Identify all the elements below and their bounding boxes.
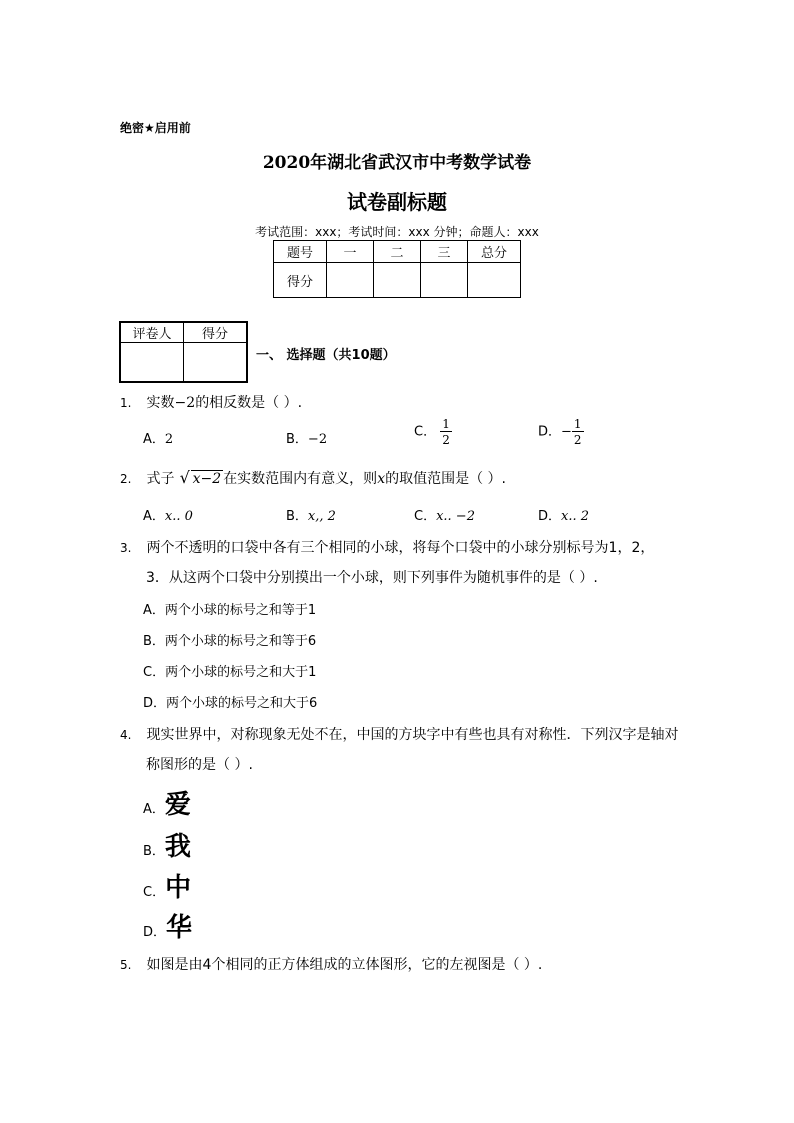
option-label: D． xyxy=(538,424,562,440)
question-1 xyxy=(120,392,302,412)
score-cell-total[interactable] xyxy=(468,263,521,298)
option-d[interactable] xyxy=(143,907,192,944)
grader-table xyxy=(119,321,248,383)
question-text: 式子 xyxy=(146,471,175,487)
fraction-denominator: 2 xyxy=(442,433,450,447)
score-header-1: 一 xyxy=(327,241,374,263)
option-a[interactable] xyxy=(143,784,191,821)
option-value: x.. 0 xyxy=(164,509,193,524)
question-text: 现实世界中，对称现象无处不在，中国的方块字中有些也具有对称性．下列汉字是轴对 xyxy=(146,727,679,743)
option-value: 两个小球的标号之和等于1 xyxy=(164,603,317,618)
option-character: 华 xyxy=(166,913,193,943)
question-number: 4. xyxy=(120,728,132,742)
question-text-line-2: 称图形的是（ ）. xyxy=(146,757,253,773)
option-value: 2 xyxy=(164,432,174,447)
square-root xyxy=(179,468,224,487)
option-value: x,, 2 xyxy=(307,509,336,524)
fraction xyxy=(440,418,452,446)
option-label: B． xyxy=(143,634,165,649)
question-text: 实数 xyxy=(146,395,175,411)
question-number: 5. xyxy=(120,958,132,972)
option-c[interactable] xyxy=(414,418,452,446)
option-a[interactable] xyxy=(143,599,316,618)
option-label: D． xyxy=(143,925,167,940)
option-d[interactable] xyxy=(538,418,584,446)
score-cell-3[interactable] xyxy=(421,263,468,298)
option-value: x.. 2 xyxy=(561,509,590,524)
option-value: −2 xyxy=(307,432,328,447)
fraction-numerator: 1 xyxy=(442,417,450,431)
grader-cell[interactable] xyxy=(120,343,184,383)
score-header-total: 总分 xyxy=(468,241,521,263)
option-a[interactable] xyxy=(143,428,173,447)
score-cell-2[interactable] xyxy=(374,263,421,298)
question-5 xyxy=(120,954,542,974)
option-label: C． xyxy=(143,665,166,680)
option-label: C． xyxy=(414,509,437,524)
option-character: 爱 xyxy=(164,790,191,820)
confidential-mark: 绝密★启用前 xyxy=(120,121,191,135)
option-b[interactable] xyxy=(286,428,327,447)
option-label: B． xyxy=(286,509,308,524)
question-text: 在实数范围内有意义，则 xyxy=(223,471,378,487)
option-c[interactable] xyxy=(414,505,475,524)
option-value: 两个小球的标号之和大于6 xyxy=(166,696,318,711)
option-value: x.. −2 xyxy=(436,509,475,524)
option-label: B． xyxy=(143,844,165,859)
grader-header: 评卷人 xyxy=(120,322,184,343)
fraction xyxy=(572,418,584,446)
question-text: 两个不透明的口袋中各有三个相同的小球，将每个口袋中的小球分别标号为1，2， xyxy=(146,540,655,556)
option-label: D． xyxy=(143,696,167,711)
option-label: A． xyxy=(143,432,165,447)
option-b[interactable] xyxy=(286,505,336,524)
radicand: x−2 xyxy=(192,471,222,487)
fraction-numerator: 1 xyxy=(573,417,582,431)
option-label: C． xyxy=(143,885,166,900)
grader-score-header: 得分 xyxy=(184,322,248,343)
option-b[interactable] xyxy=(143,826,191,863)
question-number: 1. xyxy=(120,396,132,410)
option-label: A． xyxy=(143,509,165,524)
score-header-3: 三 xyxy=(421,241,468,263)
section-heading: 一、 选择题（共10题） xyxy=(256,348,396,363)
question-number: 2. xyxy=(120,472,132,486)
score-cell-1[interactable] xyxy=(327,263,374,298)
option-label: A． xyxy=(143,603,165,618)
question-expression: −2 xyxy=(174,395,196,411)
question-number: 3. xyxy=(120,541,132,555)
option-a[interactable] xyxy=(143,505,193,524)
option-c[interactable] xyxy=(143,867,191,904)
option-label: D． xyxy=(538,509,562,524)
score-header-2: 二 xyxy=(374,241,421,263)
fraction-sign: − xyxy=(561,424,572,440)
question-text-line-2: 3．从这两个口袋中分别摸出一个小球，则下列事件为随机事件的是（ ）. xyxy=(146,570,598,586)
question-3 xyxy=(120,537,654,557)
score-table xyxy=(273,240,521,298)
option-character: 我 xyxy=(164,832,191,862)
option-character: 中 xyxy=(165,873,192,903)
option-value: 两个小球的标号之和大于1 xyxy=(165,665,317,680)
score-row-label: 得分 xyxy=(274,263,327,298)
radical-sign-icon: √ xyxy=(179,468,190,487)
exam-subtitle: 试卷副标题 xyxy=(347,190,447,214)
option-c[interactable] xyxy=(143,661,316,680)
question-text: 如图是由4个相同的正方体组成的立体图形，它的左视图是（ ）. xyxy=(146,957,543,973)
option-label: A． xyxy=(143,802,165,817)
exam-info: 考试范围：xxx；考试时间：xxx 分钟；命题人：xxx xyxy=(255,225,539,239)
option-label: C． xyxy=(414,424,437,440)
question-2 xyxy=(120,468,506,488)
fraction-denominator: 2 xyxy=(573,433,582,447)
question-4 xyxy=(120,724,679,744)
option-value: 两个小球的标号之和等于6 xyxy=(164,634,317,649)
option-d[interactable] xyxy=(538,505,589,524)
exam-title: 2020年湖北省武汉市中考数学试卷 xyxy=(262,153,532,173)
question-text: 的相反数是（ ）. xyxy=(195,395,303,411)
option-d[interactable] xyxy=(143,692,317,711)
option-b[interactable] xyxy=(143,630,316,649)
variable: x xyxy=(377,471,386,487)
score-header-label: 题号 xyxy=(274,241,327,263)
option-label: B． xyxy=(286,432,308,447)
question-text: 的取值范围是（ ）. xyxy=(385,471,506,487)
grader-score-cell[interactable] xyxy=(184,343,248,383)
